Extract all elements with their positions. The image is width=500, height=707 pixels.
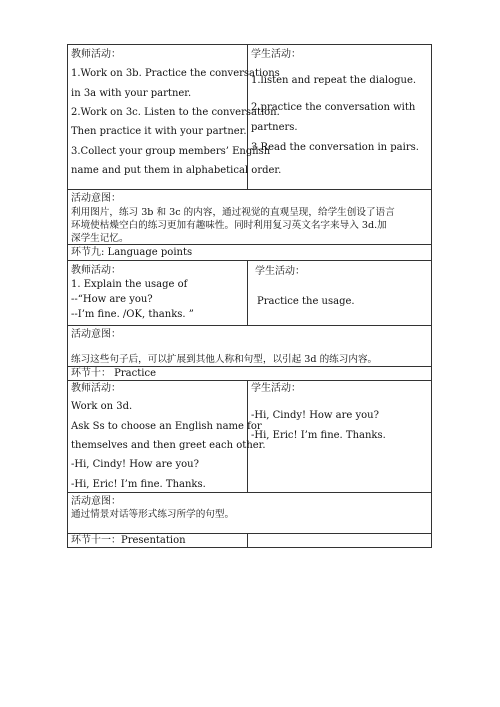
section-header-cell	[68, 534, 248, 547]
student-activity-title: 学生活动：	[251, 383, 301, 394]
section-header-11	[67, 533, 432, 548]
activity-row-3	[67, 380, 432, 493]
teacher-activity-title: 教师活动：	[71, 265, 121, 276]
teacher-activity-line: Then practice it with your partner.	[71, 126, 247, 137]
teacher-activity-cell	[68, 261, 248, 325]
section-header-cell	[68, 245, 431, 260]
intent-line: 通过情景对话等形式练习所学的句型。	[71, 509, 235, 520]
teacher-activity-line: -Hi, Eric! I’m fine. Thanks.	[71, 479, 206, 490]
empty-cell	[248, 534, 431, 547]
section-title: 环节十一：Presentation	[71, 535, 186, 546]
intent-row-2	[67, 325, 432, 367]
section-header-10	[67, 366, 432, 381]
intent-line: 练习这些句子后，可以扩展到其他人称和句型，以引起 3d 的练习内容。	[71, 354, 378, 365]
section-header-9	[67, 244, 432, 261]
intent-title: 活动意图：	[71, 496, 121, 507]
teacher-activity-line: --“How are you?	[71, 294, 153, 305]
student-activity-line: 2.practice the conversation with	[251, 102, 416, 113]
teacher-activity-line: 2.Work on 3c. Listen to the conversation.	[71, 107, 280, 118]
student-activity-line: partners.	[251, 122, 298, 133]
intent-line: 环境使枯燥空白的练习更加有趣味性。同时利用复习英文名字来导入 3d.加	[71, 220, 387, 231]
intent-title: 活动意图：	[71, 329, 121, 340]
student-activity-line: Practice the usage.	[257, 296, 355, 307]
teacher-activity-line: -Hi, Cindy! How are you?	[71, 459, 199, 470]
teacher-activity-cell	[68, 381, 266, 492]
teacher-activity-line: 1. Explain the usage of	[71, 279, 188, 290]
section-header-cell	[68, 367, 431, 380]
activity-row-1	[67, 44, 432, 190]
intent-row-3	[67, 492, 432, 534]
student-activity-line: -Hi, Cindy! How are you?	[251, 410, 379, 421]
teacher-activity-line: Work on 3d.	[71, 401, 133, 412]
student-activity-title: 学生活动：	[251, 49, 301, 60]
activity-row-2	[67, 260, 432, 326]
intent-cell	[68, 190, 431, 244]
teacher-activity-title: 教师活动：	[71, 383, 121, 394]
teacher-activity-line: in 3a with your partner.	[71, 88, 192, 99]
intent-line: 利用图片，练习 3b 和 3c 的内容，通过视觉的直观呈现，给学生创设了语言	[71, 207, 395, 218]
student-activity-cell	[248, 261, 431, 325]
intent-cell	[68, 326, 431, 366]
student-activity-cell	[248, 381, 431, 492]
teacher-activity-line: --I’m fine. /OK, thanks. ”	[71, 309, 194, 320]
teacher-activity-line: 1.Work on 3b. Practice the conversations	[71, 68, 280, 79]
intent-line: 深学生记忆。	[71, 233, 129, 244]
student-activity-cell	[248, 45, 431, 189]
section-title: 环节九: Language points	[71, 247, 193, 258]
teacher-activity-line: themselves and then greet each other.	[71, 440, 266, 451]
teacher-activity-line: 3.Collect your group members’ English	[71, 146, 271, 157]
intent-row-1	[67, 189, 432, 245]
student-activity-title: 学生活动：	[255, 266, 305, 277]
section-title: 环节十： Practice	[71, 368, 156, 379]
intent-title: 活动意图：	[71, 193, 121, 204]
student-activity-line: -Hi, Eric! I’m fine. Thanks.	[251, 430, 386, 441]
intent-cell	[68, 493, 431, 533]
student-activity-line: 1.listen and repeat the dialogue.	[251, 75, 417, 86]
teacher-activity-title: 教师活动：	[71, 49, 121, 60]
teacher-activity-line: Ask Ss to choose an English name for	[71, 421, 262, 432]
teacher-activity-line: name and put them in alphabetical order.	[71, 165, 282, 176]
student-activity-line: 3.Read the conversation in pairs.	[251, 142, 419, 153]
